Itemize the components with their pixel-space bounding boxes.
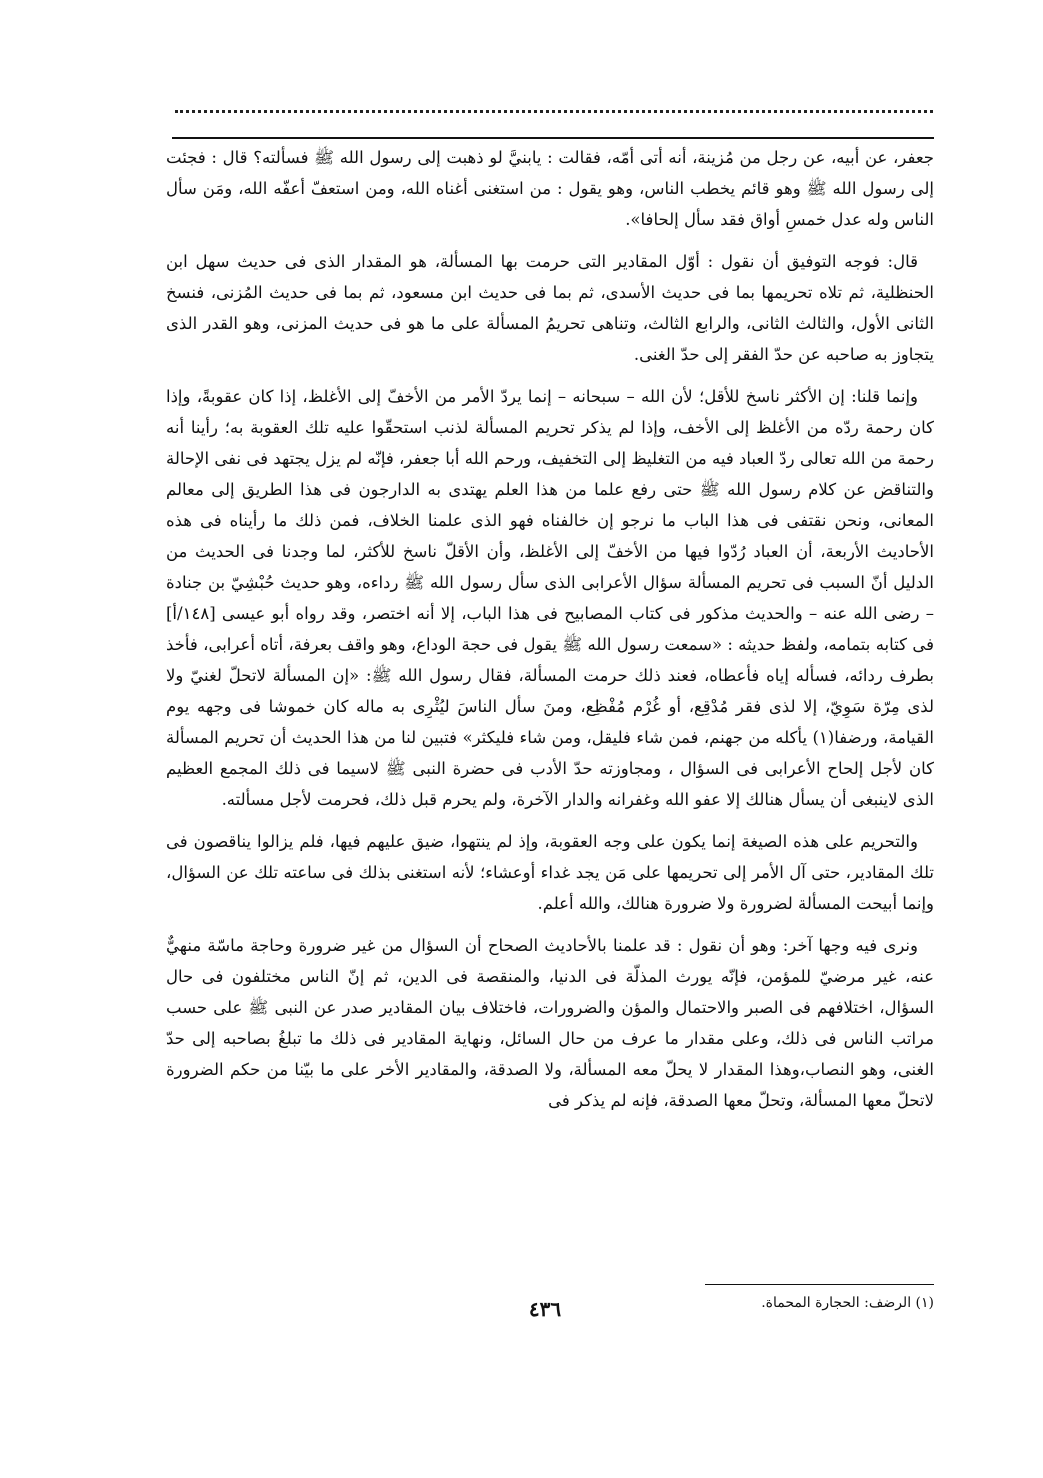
header-dotted-rule <box>175 110 933 113</box>
paragraph-4: والتحريم على هذه الصيغة إنما يكون على وجه العقوبة، وإذ لم ينتهوا، ضيق عليهم فيها، فلم يزالوا يناقصون فى تلك المقادير، حتى آل الأمر إلى تحريمها على مَن يجد غداء أوعشاء؛ لأنه استغنى بذلك فى ساعته تلك عن السؤال، وإنما أبيحت المسألة لضرورة ولا ضرورة هنالك، والله أعلم. <box>166 832 934 913</box>
header-rule <box>172 137 934 139</box>
main-text <box>166 142 934 1127</box>
page-number: ٤٣٦ <box>528 1297 562 1321</box>
paragraph-5: ونرى فيه وجها آخر: وهو أن نقول : قد علمنا بالأحاديث الصحاح أن السؤال من غير ضرورة وحاجة ماسّة منهيٌّ عنه، غير مرضيّ للمؤمن، فإنّه يورث المذلّة فى الدنيا، والمنقصة فى الدين، ثم إنّ الناس مختلفون فى حال السؤال، اختلافهم فى الصبر والاحتمال والمؤن والضرورات، فاختلاف بيان المقادير صدر عن النبى ﷺ على حسب مراتب الناس فى ذلك، وعلى مقدار ما عرف من حال السائل، ونهاية المقادير فى ذلك ما تبلغُ بصاحبه إلى حدّ الغنى، وهو النصاب،وهذا المقدار لا يحلّ معه المسألة، ولا الصدقة، والمقادير الأخر على ما بيّنا من حكم الضرورة لاتحلّ معها المسألة، وتحلّ معها الصدقة، فإنه لم يذكر فى <box>166 936 934 1110</box>
footnote-rule <box>705 1284 934 1285</box>
paragraph-3: وإنما قلنا: إن الأكثر ناسخ للأقل؛ لأن الله – سبحانه – إنما يردّ الأمر من الأخفّ إلى الأغلظ، إذا كان عقوبةً، وإذا كان رحمة ردّه من الأغلظ إلى الأخف، وإذا لم يذكر تحريم المسألة لذنب استحقّوا عليه تلك العقوبة به؛ رأينا أنه رحمة من الله تعالى ردّ العباد فيه من التغليظ إلى التخفيف، ورحم الله أبا جعفر، فإنّه لم يزل يجتهد فى نفى الإحالة والتناقض عن كلام رسول الله ﷺ حتى رفع علما من هذا العلم يهتدى به الدارجون فى هذا الطريق إلى معالم المعانى، ونحن نقتفى فى هذا الباب ما نرجو إن خالفناه فهو الذى علمنا الخلاف، فمن ذلك ما رأيناه فى هذه الأحاديث الأربعة، أن العباد رُدّوا فيها من الأخفّ إلى الأغلظ، وأن الأقلّ ناسخ للأكثر، لما وجدنا فى الحديث من الدليل أنّ السبب فى تحريم المسألة سؤال الأعرابى الذى سأل رسول الله ﷺ رداءه، وهو حديث حُبْشِيّ بن جنادة – رضى الله عنه – والحديث مذكور فى كتاب المصابيح فى هذا الباب، إلا أنه اختصر، وقد رواه أبو عيسى [١٤٨/أ] فى كتابه بتمامه، ولفظ حديثه : «سمعت رسول الله ﷺ يقول فى حجة الوداع، وهو واقف بعرفة، أتاه أعرابى، فأخذ بطرف ردائه، فسأله إياه فأعطاه، فعند ذلك حرمت المسألة، فقال رسول الله ﷺ: «إن المسألة لاتحلّ لغنيّ ولا لذى مِرّة سَوِيّ، إلا لذى فقر مُدْقِع، أو غُرْم مُفْظِع، ومنَ سأل الناسَ ليُثْرِى به ماله كان خموشا فى وجهه يوم القيامة، ورضفا(١) يأكله من جهنم، فمن شاء فليقل، ومن شاء فليكثر» فتبين لنا من هذا الحديث أن تحريم المسألة كان لأجل إلحاح الأعرابى فى السؤال ، ومجاوزته حدّ الأدب فى حضرة النبى ﷺ لاسيما فى ذلك المجمع العظيم الذى لاينبغى أن يسأل هنالك إلا عفو الله وغفرانه والدار الآخرة، ولم يحرم قبل ذلك، فحرمت لأجل مسألته. <box>166 387 934 809</box>
footnote: (١) الرضف: الحجارة المحماة. <box>761 1295 934 1311</box>
paragraph-2: قال: فوجه التوفيق أن نقول : أوّل المقادير التى حرمت بها المسألة، هو المقدار الذى فى حديث سهل ابن الحنظلية، ثم تلاه تحريمها بما فى حديث الأسدى، ثم بما فى حديث ابن مسعود، ثم بما فى حديث المُزنى، فنسخ الثانى الأول، والثالث الثانى، والرابع الثالث، وتناهى تحريمُ المسألة على ما هو فى حديث المزنى، وهو القدر الذى يتجاوز به صاحبه عن حدّ الفقر إلى حدّ الغنى. <box>166 252 934 364</box>
paragraph-1: جعفر، عن أبيه، عن رجل من مُزينة، أنه أتى أمّه، فقالت : يابنيَّ لو ذهبت إلى رسول الله ﷺ فسألته؟ قال : فجئت إلى رسول الله ﷺ وهو قائم يخطب الناس، وهو يقول : من استغنى أغناه الله، ومن استعفّ أعفّه الله، ومَن سأل الناس وله عدل خمسِ أواق فقد سأل إلحافا». <box>166 148 934 229</box>
